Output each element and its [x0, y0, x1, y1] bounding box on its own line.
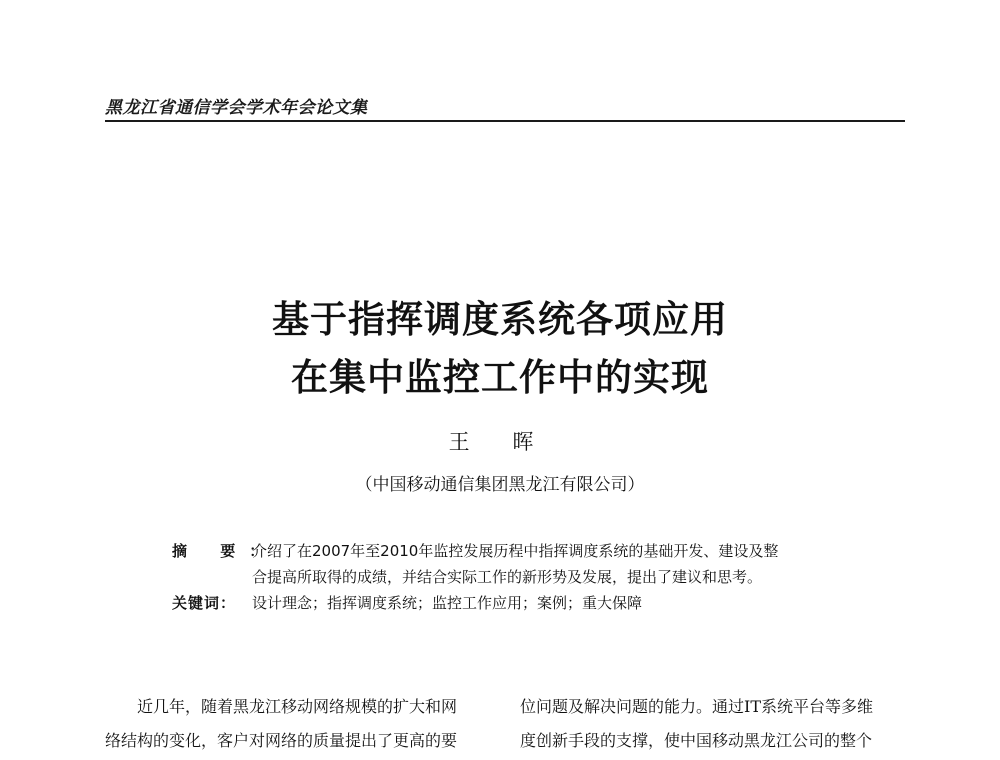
- proceedings-header: 黑龙江省通信学会学术年会论文集: [105, 98, 368, 118]
- body-right-line-2: 度创新手段的支撑，使中国移动黑龙江公司的整个: [520, 731, 873, 750]
- author-affiliation: （中国移动通信集团黑龙江有限公司）: [355, 475, 645, 495]
- keywords-text: 设计理念；指挥调度系统；监控工作应用；案例；重大保障: [252, 594, 643, 612]
- abstract-label: 摘 要：: [172, 542, 279, 560]
- body-left-line-1: 近几年，随着黑龙江移动网络规模的扩大和网: [137, 697, 458, 716]
- author-name: 王 晖: [448, 430, 552, 454]
- title-line-2: 在集中监控工作中的实现: [291, 355, 709, 399]
- abstract-row: [172, 538, 852, 564]
- abstract-section: [172, 538, 852, 616]
- header-divider: [105, 120, 905, 122]
- keywords-row: [172, 590, 852, 616]
- keywords-label: 关键词：: [172, 594, 237, 612]
- body-column-right: [520, 690, 915, 758]
- paper-title: [0, 290, 1000, 406]
- body-left-line-2: 络结构的变化，客户对网络的质量提出了更高的要: [105, 731, 458, 750]
- abstract-text-line-1: 介绍了在2007年至2010年监控发展历程中指挥调度系统的基础开发、建设及整: [252, 542, 779, 560]
- body-right-line-1: 位问题及解决问题的能力。通过IT系统平台等多维: [520, 697, 873, 716]
- body-column-left: [105, 690, 500, 758]
- title-line-1: 基于指挥调度系统各项应用: [272, 297, 728, 341]
- abstract-text-line-2: 合提高所取得的成绩，并结合实际工作的新形势及发展，提出了建议和思考。: [252, 568, 763, 586]
